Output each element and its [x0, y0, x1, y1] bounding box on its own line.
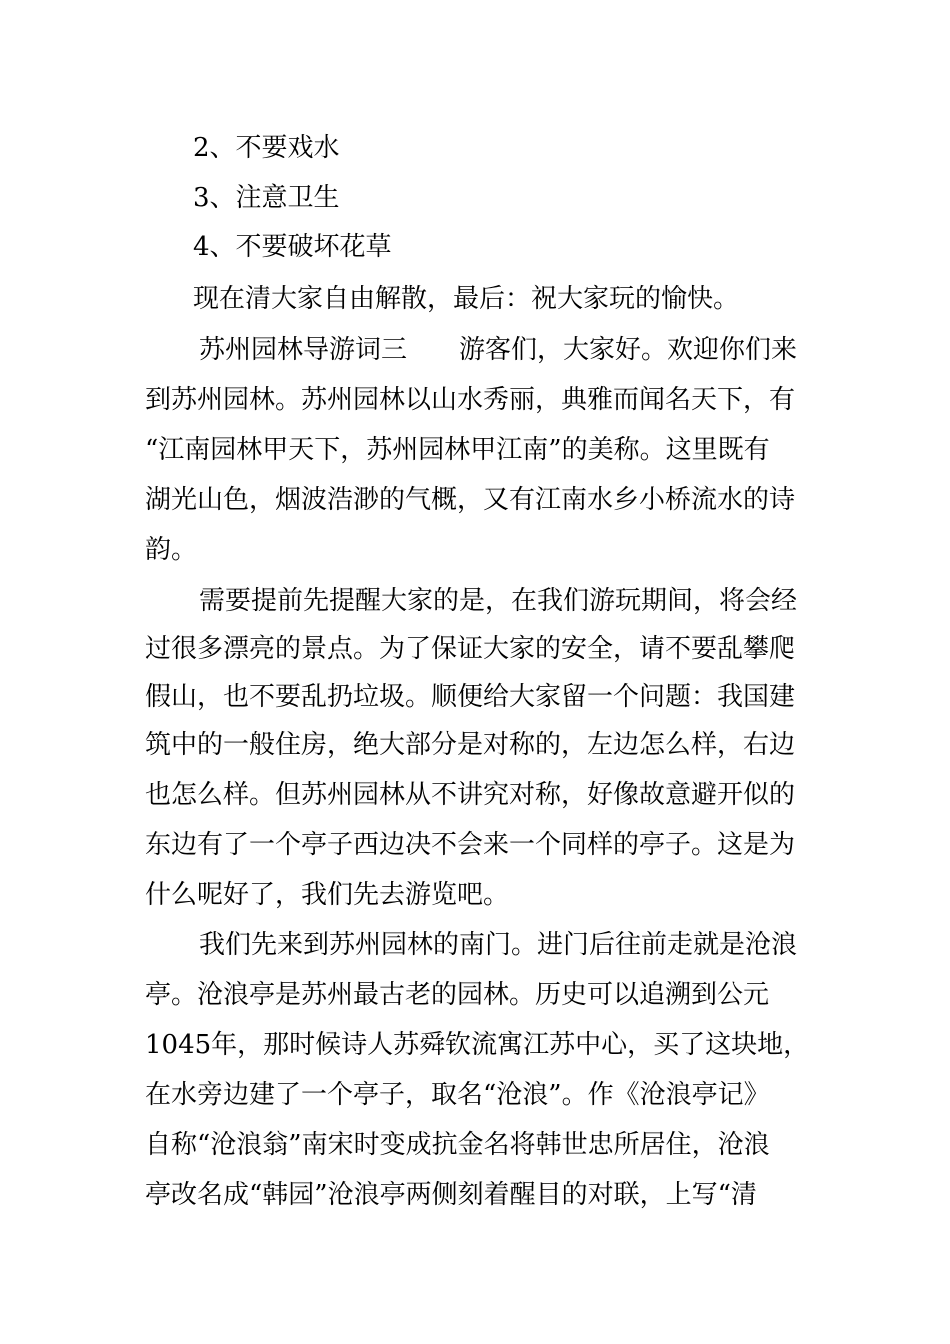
text-line: 什么呢好了，我们先去游览吧。	[145, 880, 510, 910]
text-line: 需要提前先提醒大家的是，在我们游玩期间，将会经	[199, 586, 798, 616]
text-line: “江南园林甲天下，苏州园林甲江南”的美称。这里既有	[145, 435, 770, 465]
text-line: 过很多漂亮的景点。为了保证大家的安全，请不要乱攀爬	[145, 634, 796, 664]
text-line: 在水旁边建了一个亭子，取名“沧浪”。作《沧浪亭记》	[145, 1080, 770, 1110]
text-line: 也怎么样。但苏州园林从不讲究对称，好像故意避开似的	[145, 780, 796, 810]
text-line: 亭改名成“韩园”沧浪亭两侧刻着醒目的对联，上写“清	[145, 1180, 757, 1210]
text-line: 现在清大家自由解散，最后：祝大家玩的愉快。	[193, 284, 740, 314]
text-line: 韵。	[145, 535, 198, 565]
text-line: 4、不要破坏花草	[193, 232, 392, 262]
text-line: 苏州园林导游词三 游客们，大家好。欢迎你们来	[199, 335, 798, 365]
text-line: 东边有了一个亭子西边决不会来一个同样的亭子。这是为	[145, 830, 796, 860]
text-line: 湖光山色，烟波浩渺的气概，又有江南水乡小桥流水的诗	[145, 485, 796, 515]
text-line: 自称“沧浪翁”南宋时变成抗金名将韩世忠所居住，沧浪	[145, 1130, 770, 1160]
text-line: 1045年，那时候诗人苏舜钦流寓江苏中心，买了这块地，	[145, 1030, 810, 1060]
text-line: 我们先来到苏州园林的南门。进门后往前走就是沧浪	[199, 930, 798, 960]
text-line: 到苏州园林。苏州园林以山水秀丽，典雅而闻名天下，有	[145, 385, 796, 415]
text-line: 2、不要戏水	[193, 133, 340, 163]
text-line: 3、注意卫生	[193, 183, 340, 213]
text-line: 筑中的一般住房，绝大部分是对称的，左边怎么样，右边	[145, 730, 796, 760]
text-line: 亭。沧浪亭是苏州最古老的园林。历史可以追溯到公元	[145, 980, 770, 1010]
text-line: 假山，也不要乱扔垃圾。顺便给大家留一个问题：我国建	[145, 682, 796, 712]
